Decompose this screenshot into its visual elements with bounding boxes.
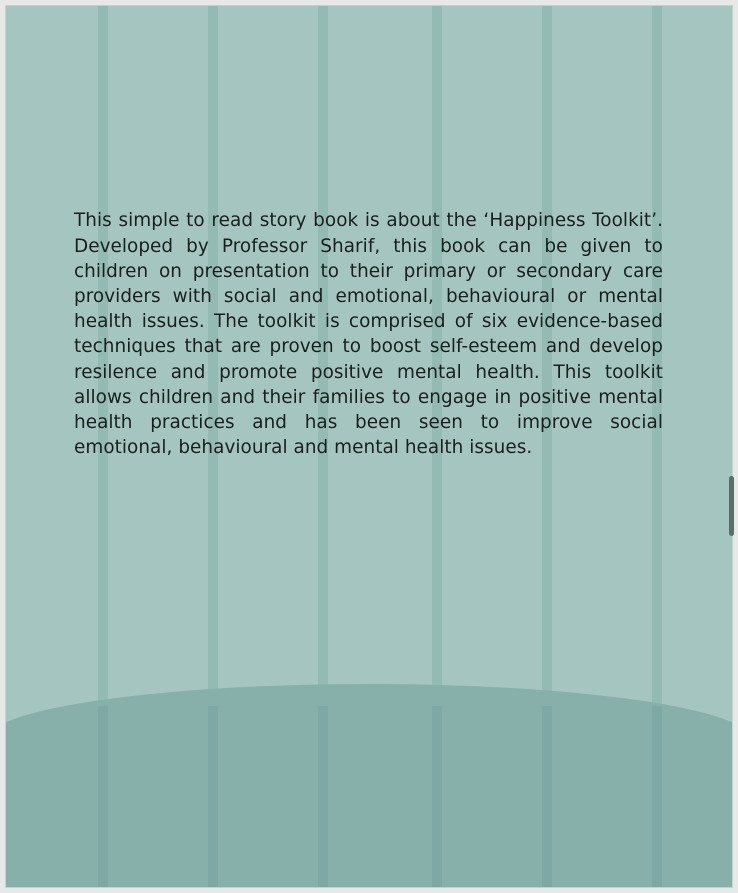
document-page — [6, 6, 732, 887]
body-paragraph: This simple to read story book is about the ‘Happiness Toolkit’. Developed by Professor Sharif, this book can be given to children on presentation to their primary or secondary care providers with social and emotional, behavioural or mental health issues. The toolkit is comprised of six evidence-based techniques that are proven to boost self-esteem and develop resilence and promote positive mental health. This toolkit allows children and their families to engage in positive mental health practices and has been seen to improve social emotional, behavioural and mental health issues. — [74, 210, 663, 459]
bottom-wave-band — [6, 684, 732, 887]
scrollbar-thumb[interactable] — [729, 476, 734, 536]
